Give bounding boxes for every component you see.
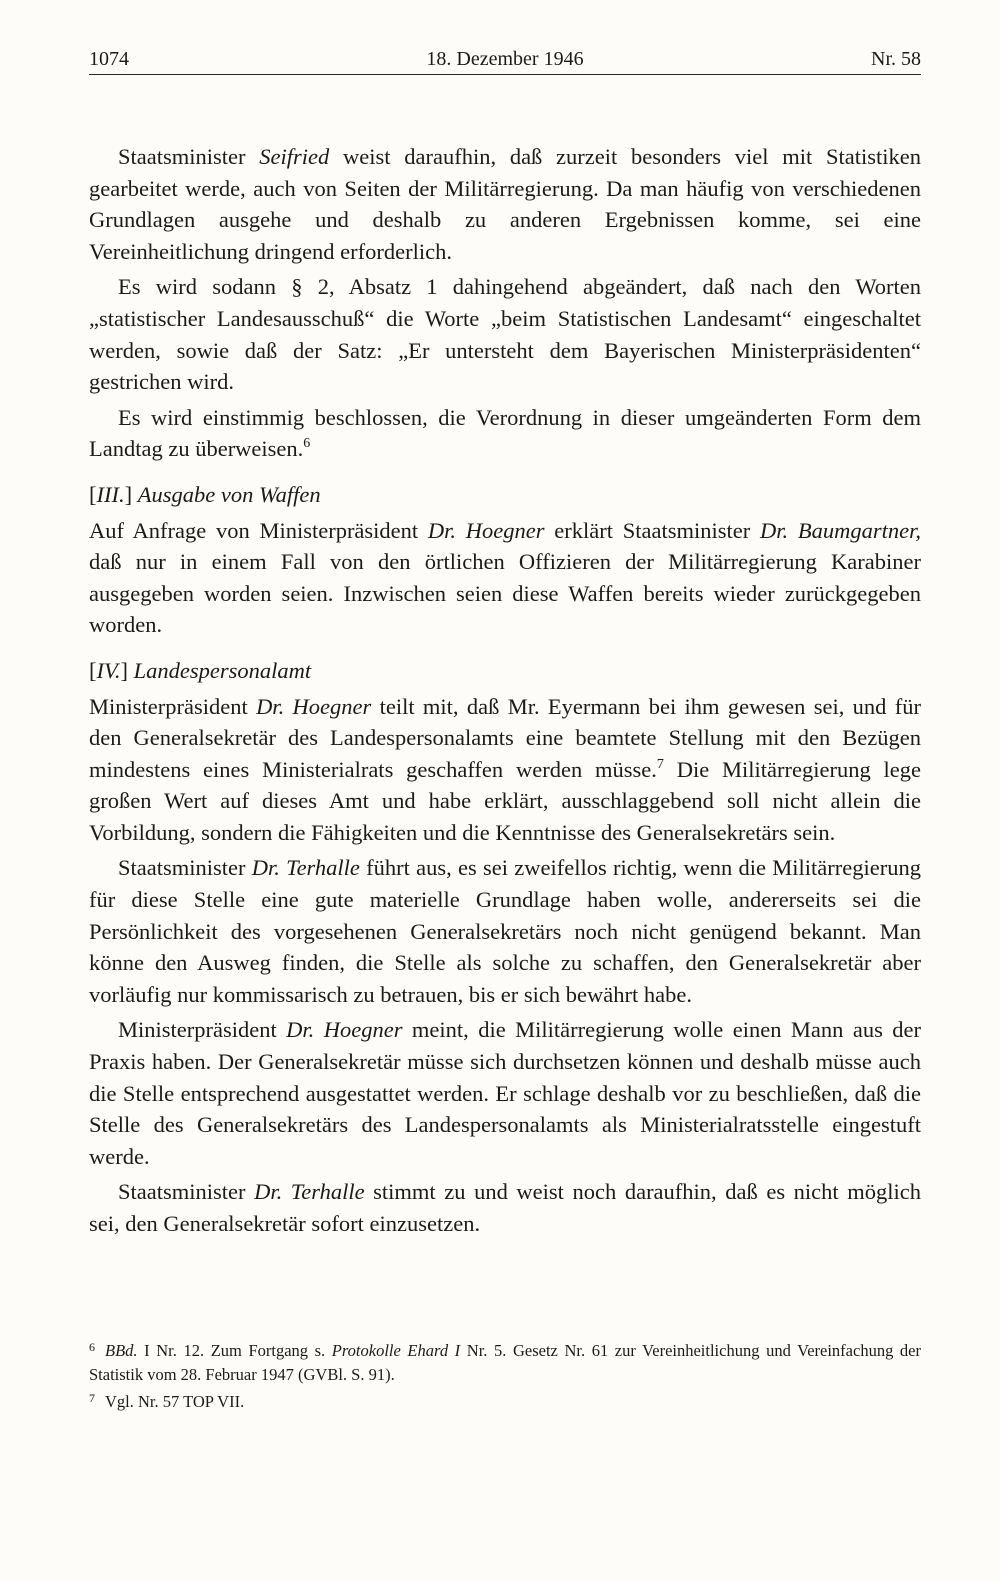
text-run: I Nr. 12. Zum Fortgang s. — [137, 1341, 332, 1360]
paragraph-waffen — [89, 515, 921, 641]
paragraph-terhalle-2 — [89, 1176, 921, 1239]
person-name: Dr. Terhalle — [251, 855, 360, 881]
footnote-mark: 7 — [89, 1391, 95, 1405]
footnote-ref: 7 — [656, 756, 664, 772]
paragraph-hoegner — [89, 1014, 921, 1172]
person-name: Dr. Baumgartner, — [759, 517, 921, 543]
text-run: Ministerpräsident — [118, 1017, 287, 1043]
section-title: Landespersonalamt — [133, 657, 312, 683]
text-run: Staatsminister — [118, 855, 252, 881]
person-name: Dr. Hoegner — [256, 693, 372, 719]
running-header — [89, 40, 921, 75]
document-page — [89, 40, 921, 1240]
text-run: Nr. 5. Gesetz Nr. 61 zur Vereinheitlichung und Vereinfachung der Statistik vom 28. Februar 1947 (GVBl. S. 91). — [89, 1341, 921, 1384]
paragraph-eyermann — [89, 691, 921, 849]
section-title: Ausgabe von Waffen — [137, 481, 321, 507]
text-run: Es wird einstimmig beschlossen, die Verordnung in dieser umgeänderten Form dem Landtag zu überweisen. — [89, 404, 921, 462]
person-name: Dr. Hoegner — [427, 517, 545, 543]
footnotes — [89, 1336, 921, 1414]
text-run: Auf Anfrage von Ministerpräsident — [89, 517, 428, 543]
footnote-ref: 6 — [303, 436, 311, 452]
paragraph-amendment: Es wird sodann § 2, Absatz 1 dahingehend abgeändert, daß nach den Worten „statistischer Landesausschuß“ die Worte „beim Statistischen Landesamt“ eingeschaltet werden, sowie daß der Satz: „Er untersteht dem Bayerischen Ministerpräsidenten“ gestrichen wird. — [89, 274, 921, 395]
footnote-mark: 6 — [89, 1340, 95, 1354]
text-run: führt aus, es sei zweifellos richtig, wenn die Militärregierung für diese Stelle eine gute materielle Grundlage haben wolle, andererseits sei die Persönlichkeit des vorgesehenen Generalsekretärs noch nicht genügend bekannt. Man könne den Ausweg finden, die Stelle als solche zu schaffen, den Generalsekretär aber vorläufig nur kommissarisch zu betrauen, bis er sich bewährt habe. — [89, 855, 921, 1007]
paragraph-resolution — [89, 402, 921, 465]
page-number: 1074 — [89, 48, 129, 70]
footnote-italic: Protokolle Ehard I — [331, 1341, 461, 1360]
footnote-italic: BBd. — [105, 1341, 138, 1360]
person-name: Dr. Hoegner — [286, 1017, 403, 1043]
footnote-7 — [89, 1387, 921, 1414]
text-run: Vgl. Nr. 57 TOP VII. — [105, 1392, 245, 1411]
text-run: teilt mit, daß Mr. Eyermann bei ihm gewesen sei, und für den Generalsekretär des Landespersonalamts eine beamtete Stellung mit den Bezügen mindestens eines Ministerialrats geschaffen werden müsse. — [89, 693, 921, 782]
issue-number: Nr. 58 — [871, 48, 921, 70]
section-heading-waffen: [III.] Ausgabe von Waffen — [89, 481, 321, 507]
paragraph-terhalle — [89, 852, 921, 1010]
text-run: Staatsminister — [118, 1179, 255, 1205]
text-run: stimmt zu und weist noch daraufhin, daß es nicht möglich sei, den Generalsekretär sofort einzusetzen. — [89, 1179, 921, 1236]
text-run: weist daraufhin, daß zurzeit besonders viel mit Statistiken gearbeitet werde, auch von Seiten der Militärregierung. Da man häufig von verschiedenen Grundlagen ausgehe und deshalb zu anderen Ergebnissen komme, sei eine Vereinheitlichung dringend erforderlich. — [89, 144, 921, 264]
person-name: Dr. Terhalle — [254, 1179, 365, 1205]
section-number: III. — [96, 481, 125, 507]
person-name: Seifried — [259, 144, 330, 169]
text-run: meint, die Militärregierung wolle einen Mann aus der Praxis haben. Der Generalsekretär müsse sich durchsetzen können und deshalb müsse auch die Stelle entsprechend ausgestattet werden. Er schlage deshalb vor zu beschließen, daß die Stelle des Generalsekretärs des Landespersonalamts als Ministerialratsstelle eingestuft werde. — [89, 1017, 921, 1169]
main-text — [89, 141, 921, 1240]
text-run: daß nur in einem Fall von den örtlichen Offizieren der Militärregierung Karabiner ausgegeben worden seien. Inzwischen seien diese Waffen bereits wieder zurückgegeben worden. — [89, 549, 921, 638]
section-number: IV. — [96, 657, 121, 683]
section-heading-landespersonalamt: [IV.] Landespersonalamt — [89, 657, 312, 683]
text-run: Ministerpräsident — [89, 693, 257, 719]
paragraph-seifried — [89, 141, 921, 267]
footnote-6 — [89, 1336, 921, 1386]
text-run: erklärt Staatsminister — [544, 517, 760, 543]
text-run: Die Militärregierung lege großen Wert auf dieses Amt und habe erklärt, ausschlaggebend soll nicht allein die Vorbildung, sondern die Fähigkeiten und die Kenntnisse des Generalsekretärs sein. — [89, 756, 921, 845]
text-run: Staatsminister — [118, 144, 260, 169]
header-date: 18. Dezember 1946 — [426, 48, 584, 70]
